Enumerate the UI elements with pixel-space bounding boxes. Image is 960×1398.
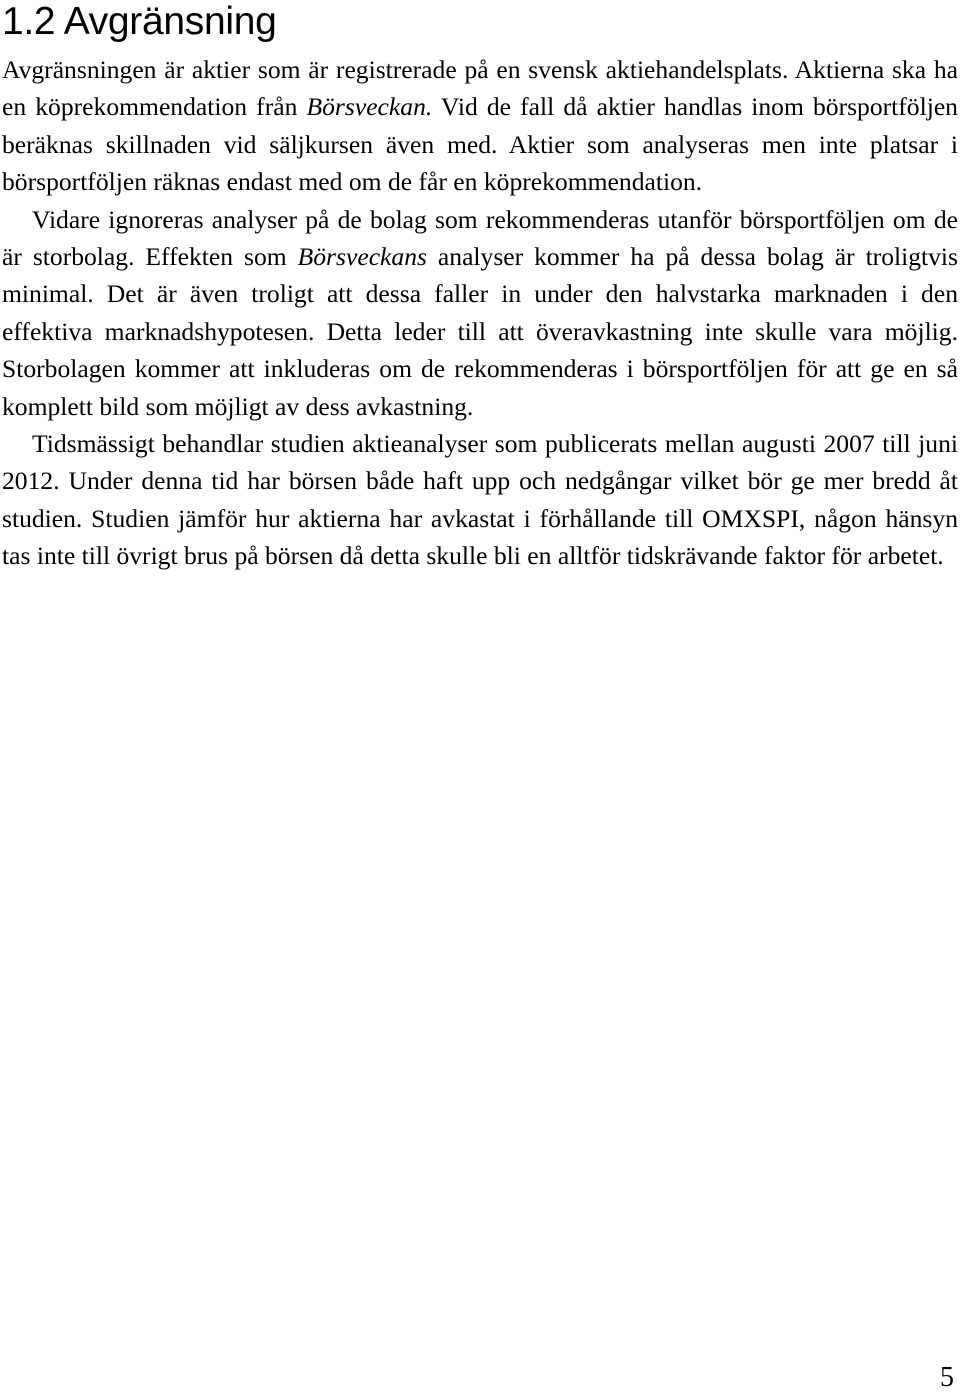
publication-title: Börsveckan. [306,92,433,122]
paragraph-time-period [2,425,958,575]
page-number: 5 [940,1362,954,1393]
paragraph-time-period-text: Tidsmässigt behandlar studien aktieanalyser som publicerats mellan augusti 2007 till juni 2012. Under denna tid har börsen både haft upp och nedgångar vilket bör ge mer bredd åt studien. Studien jämför hur aktierna har avkastat i förhållande till OMXSPI, någon hänsyn tas inte till övrigt brus på börsen då detta skulle bli en alltför tidskrävande faktor för arbetet. [2,429,958,571]
section-body [2,51,958,575]
paragraph-scope-text-2: Vid de fall då aktier handlas inom börsportföljen beräknas skillnaden vid säljkursen även med. Aktier som analyseras men inte platsar i börsportföljen räknas endast med om de får en köprekommendation. [2,92,958,197]
paragraph-exclusions [2,201,958,425]
publication-title-possessive: Börsveckans [297,242,427,272]
paragraph-exclusions-text-1: Vidare ignoreras analyser på de bolag som rekommenderas utanför börsportföljen om de är storbolag. Effekten som [2,204,958,272]
paragraph-scope [2,51,958,201]
section-heading: 1.2 Avgränsning [2,0,277,43]
paragraph-scope-text-1: Avgränsningen är aktier som är registrerade på en svensk aktiehandelsplats. Aktierna ska ha en köprekommendation från [2,55,958,122]
paragraph-exclusions-text-2: analyser kommer ha på dessa bolag är troligtvis minimal. Det är även troligt att dessa faller in under den halvstarka marknaden i den effektiva marknadshypotesen. Detta leder till att överavkastning inte skulle vara möjlig. Storbolagen kommer att inkluderas om de rekommenderas i börsportföljen för att ge en så komplett bild som möjligt av dess avkastning. [2,242,959,421]
